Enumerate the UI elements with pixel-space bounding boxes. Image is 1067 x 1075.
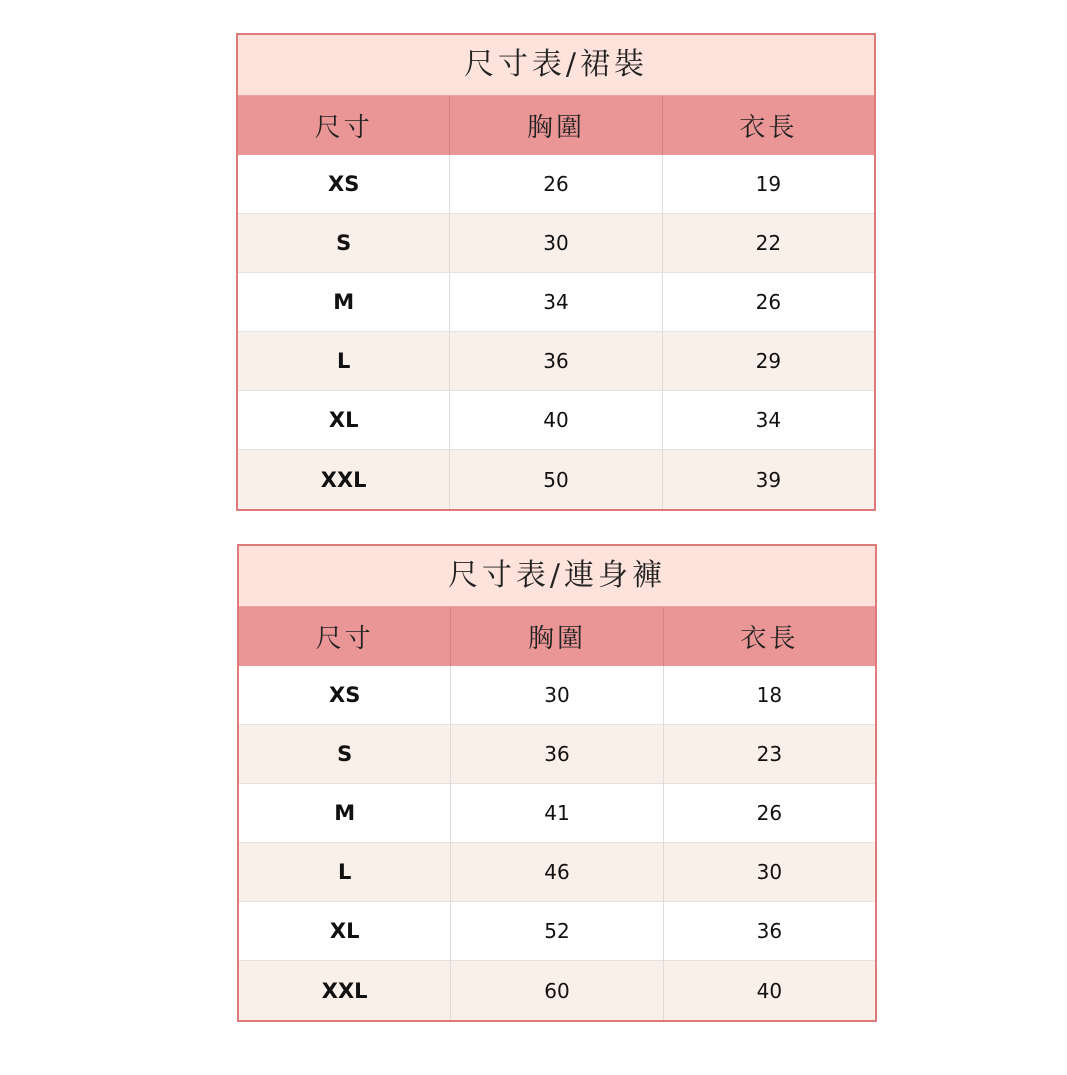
table-header-row	[239, 607, 875, 666]
table-row	[238, 155, 874, 214]
chest-cell: 46	[451, 843, 663, 902]
length-cell: 22	[663, 214, 874, 273]
chest-cell: 40	[450, 391, 662, 450]
header-chest: 胸圍	[451, 607, 663, 666]
header-length: 衣長	[739, 113, 798, 143]
size-cell: XL	[239, 902, 451, 961]
table-row	[239, 902, 875, 961]
table-row	[239, 961, 875, 1020]
length-cell: 26	[663, 273, 874, 332]
chest-cell: 30	[451, 666, 663, 725]
table-row	[238, 332, 874, 391]
size-cell: L	[239, 843, 451, 902]
table-title: 尺寸表/裙裝	[238, 35, 874, 96]
header-chest: 胸圍	[450, 96, 662, 155]
table-row	[238, 391, 874, 450]
size-cell: XS	[238, 155, 450, 214]
chest-cell: 36	[450, 332, 662, 391]
size-cell: XS	[239, 666, 451, 725]
size-cell: XXL	[238, 450, 450, 509]
size-cell: S	[239, 725, 451, 784]
table-row	[239, 725, 875, 784]
length-cell: 26	[664, 784, 875, 843]
table-row	[238, 214, 874, 273]
length-cell: 39	[755, 467, 782, 492]
chest-cell: 36	[451, 725, 663, 784]
table-row	[239, 784, 875, 843]
header-size: 尺寸	[238, 96, 450, 155]
length-cell: 18	[664, 666, 875, 725]
length-cell: 34	[663, 391, 874, 450]
table-row	[239, 843, 875, 902]
size-cell: M	[239, 784, 451, 843]
size-table-dress	[236, 33, 876, 511]
size-table-romper	[237, 544, 877, 1022]
chest-cell: 50	[450, 450, 662, 509]
header-size: 尺寸	[239, 607, 451, 666]
length-cell: 29	[663, 332, 874, 391]
chest-cell: 26	[450, 155, 662, 214]
chest-cell: 34	[450, 273, 662, 332]
size-cell: XL	[238, 391, 450, 450]
length-cell: 19	[663, 155, 874, 214]
table-title: 尺寸表/連身褲	[239, 546, 875, 607]
size-cell: M	[238, 273, 450, 332]
length-cell: 40	[756, 978, 783, 1003]
table-row	[238, 273, 874, 332]
length-cell: 30	[664, 843, 875, 902]
chest-cell: 52	[451, 902, 663, 961]
header-length: 衣長	[740, 624, 799, 654]
table-header-row	[238, 96, 874, 155]
chest-cell: 41	[451, 784, 663, 843]
size-cell: XXL	[239, 961, 451, 1020]
size-cell: L	[238, 332, 450, 391]
table-row	[239, 666, 875, 725]
chest-cell: 30	[450, 214, 662, 273]
size-cell: S	[238, 214, 450, 273]
chest-cell: 60	[451, 961, 663, 1020]
length-cell: 36	[664, 902, 875, 961]
table-row	[238, 450, 874, 509]
length-cell: 23	[664, 725, 875, 784]
